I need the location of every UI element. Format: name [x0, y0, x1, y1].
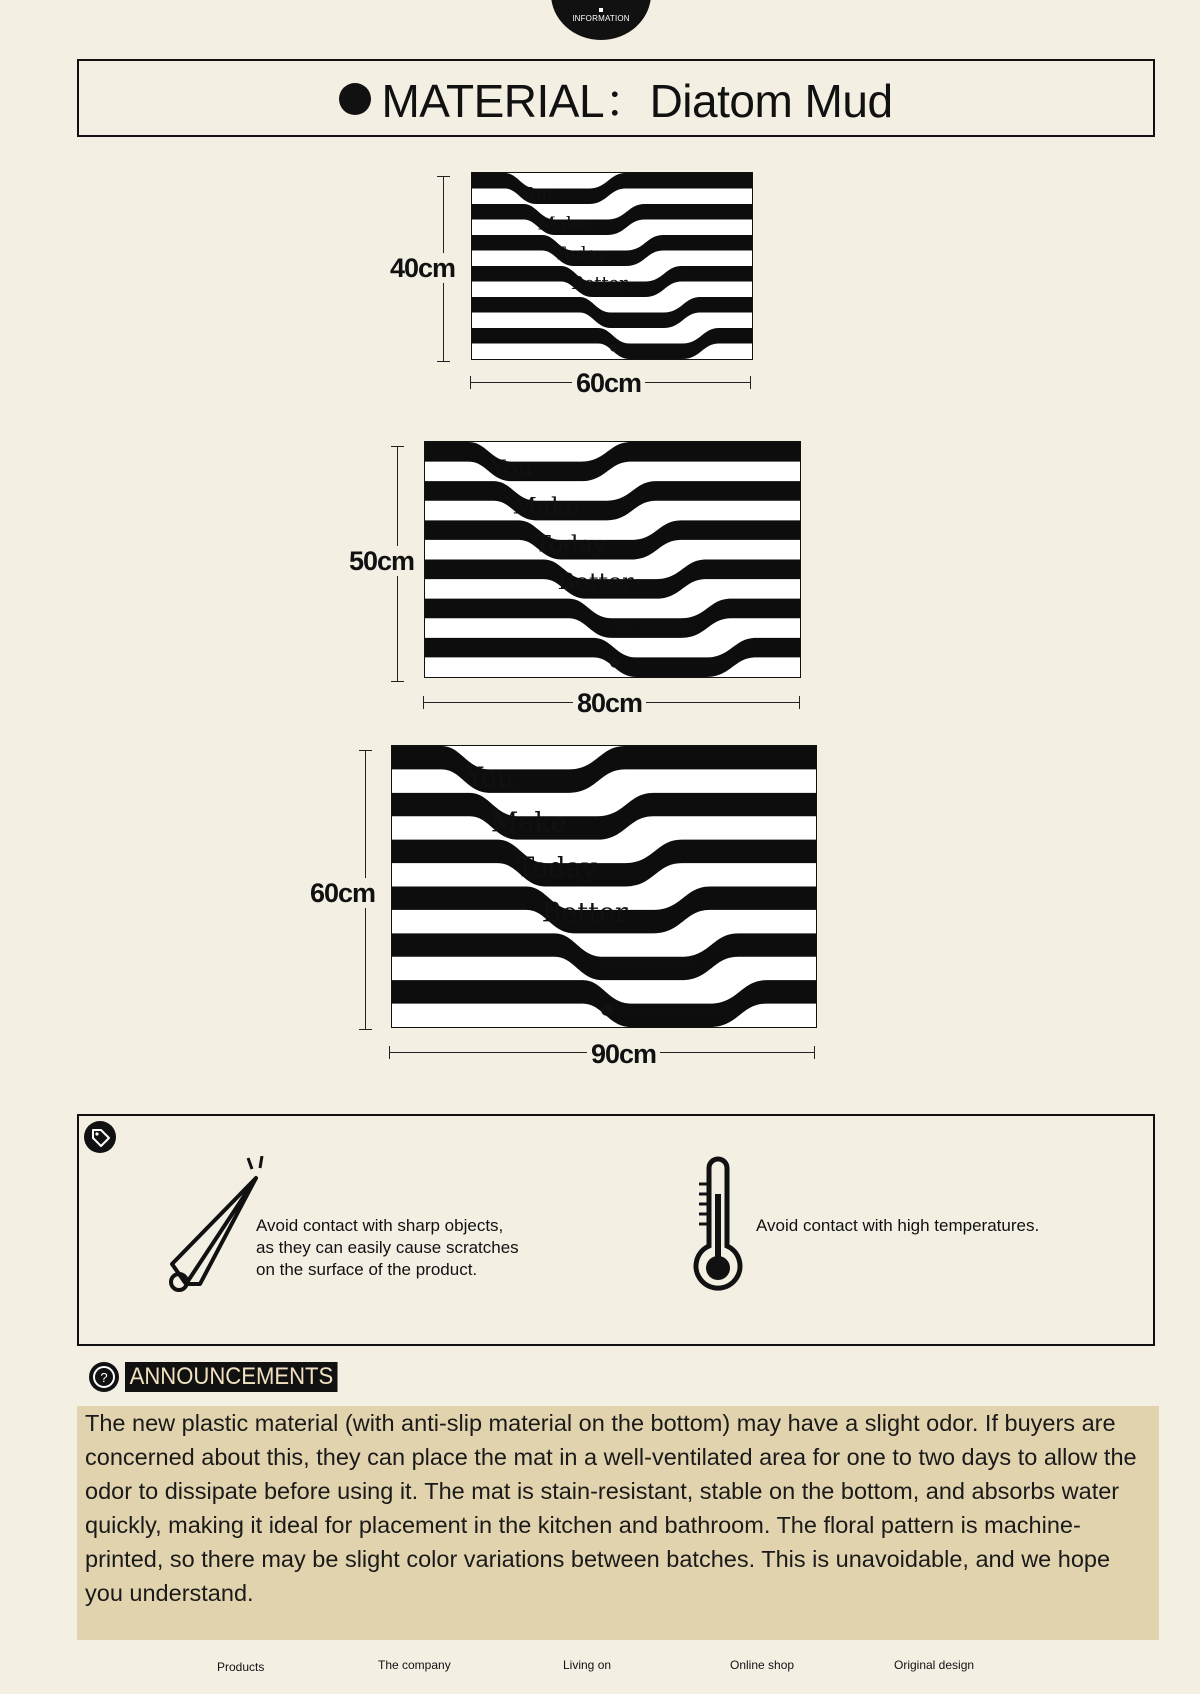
- width-label: 80cm: [573, 688, 646, 718]
- sharp-warning-line: Avoid contact with sharp objects,: [256, 1216, 504, 1235]
- mat-word: Make: [537, 214, 588, 235]
- dimension-tick: [391, 681, 404, 682]
- material-title-box: [77, 59, 1155, 137]
- footer-link-shop[interactable]: Online shop: [730, 1658, 795, 1672]
- footer-link-design[interactable]: Original design: [894, 1658, 975, 1672]
- sharp-warning-line: as they can easily cause scratches: [256, 1238, 519, 1257]
- dimension-tick: [359, 1029, 372, 1030]
- mat-tagline: CHOOSE YOUR FAVORITE LIFE: [612, 315, 674, 320]
- wave-stripe: [425, 520, 800, 559]
- mat-word: Today: [554, 244, 608, 265]
- announcements-label: ANNOUNCEMENTS: [125, 1362, 338, 1392]
- mat-word: Today: [535, 531, 607, 558]
- mat-word: Make: [490, 807, 567, 839]
- height-label: 40cm: [386, 253, 459, 283]
- dimension-tick: [814, 1046, 815, 1059]
- heat-warning-text: Avoid contact with high temperatures.: [756, 1216, 1040, 1235]
- mat-word: Better: [541, 897, 628, 929]
- care-instructions-box: [77, 1114, 1155, 1346]
- mat-image-large: [391, 745, 817, 1028]
- wave-pattern: [425, 442, 800, 677]
- mat-word: You: [520, 184, 553, 205]
- mat-word: You: [465, 762, 515, 794]
- thermometer-icon: [693, 1154, 743, 1294]
- dimension-tick: [799, 696, 800, 709]
- wave-stripe: [472, 235, 752, 266]
- wave-pattern: [472, 173, 752, 359]
- wave-stripe: [392, 933, 816, 980]
- footer-nav: [0, 1660, 1200, 1684]
- mat-tagline: CHOOSE YOUR FAVORITE LIFE: [612, 621, 696, 628]
- bullet-dot-icon: [339, 83, 371, 115]
- width-label: 90cm: [587, 1039, 660, 1069]
- dimension-tick: [391, 446, 404, 447]
- footer-link-products[interactable]: Products: [217, 1660, 265, 1674]
- price-tag-icon: [84, 1121, 116, 1153]
- dimension-tick: [389, 1046, 390, 1059]
- mat-logo-dot: [610, 658, 620, 667]
- wave-stripe: [425, 442, 800, 481]
- wave-stripe: [472, 297, 752, 328]
- wave-stripe: [472, 173, 752, 204]
- width-label: 60cm: [572, 368, 645, 398]
- mat-word: You: [490, 456, 534, 482]
- wave-stripe: [425, 638, 800, 677]
- height-label: 60cm: [306, 878, 379, 908]
- sharp-warning-text: [256, 1215, 519, 1281]
- announcements-header: [89, 1362, 356, 1392]
- height-label: 50cm: [345, 546, 418, 576]
- mat-image-small: [471, 172, 753, 360]
- wave-stripe: [425, 481, 800, 520]
- dimension-tick: [437, 176, 450, 177]
- mat-word: Today: [516, 852, 597, 884]
- dimension-tick: [750, 376, 751, 389]
- wave-stripe: [392, 746, 816, 793]
- wave-stripe: [392, 840, 816, 887]
- wave-stripe: [392, 793, 816, 840]
- mat-word: Better: [570, 274, 628, 295]
- information-badge: [551, 0, 651, 40]
- wave-stripe: [425, 599, 800, 638]
- footer-link-living[interactable]: Living on: [563, 1658, 612, 1672]
- wave-stripe: [472, 204, 752, 235]
- dimension-tick: [423, 696, 424, 709]
- mat-footer-line: NOTHING MORE THAN BEING YOURSELF: [619, 346, 703, 351]
- mat-word: Better: [557, 569, 634, 595]
- dimension-tick: [359, 750, 372, 751]
- badge-label: INFORMATION: [572, 14, 630, 23]
- dimension-tick: [437, 361, 450, 362]
- mat-logo-dot: [610, 344, 617, 351]
- sharp-warning-line: on the surface of the product.: [256, 1260, 478, 1279]
- wave-stripe: [472, 328, 752, 359]
- badge-dot-icon: [599, 8, 603, 12]
- mat-image-medium: [424, 441, 801, 678]
- page-title: MATERIAL：Diatom Mud: [381, 75, 893, 127]
- footer-link-company[interactable]: The company: [378, 1658, 451, 1672]
- mat-footer-line: NOTHING MORE THAN BEING YOURSELF: [615, 1008, 742, 1015]
- mat-word: Make: [512, 494, 580, 520]
- wave-pattern: [392, 746, 816, 1027]
- dimension-tick: [470, 376, 471, 389]
- mat-tagline: CHOOSE YOUR FAVORITE LIFE: [604, 961, 698, 968]
- mat-logo-dot: [601, 1005, 612, 1016]
- question-icon: ?: [89, 1362, 119, 1392]
- mat-footer-line: NOTHING MORE THAN BEING YOURSELF: [622, 660, 735, 667]
- announcements-body: The new plastic material (with anti-slip material on the bottom) may have a slight odor. If buyers are concerned about this, they can place the mat in a well-ventilated area for one to two days to allow the odor to dissipate before using it. The mat is stain-resistant, stable on the bottom, and absorbs water quickly, making it ideal for placement in the kitchen and bathroom. The floral pattern is machine-printed, so there may be slight color variations between batches. This is unavoidable, and we hope you understand.: [77, 1406, 1159, 1640]
- wave-stripe: [392, 980, 816, 1027]
